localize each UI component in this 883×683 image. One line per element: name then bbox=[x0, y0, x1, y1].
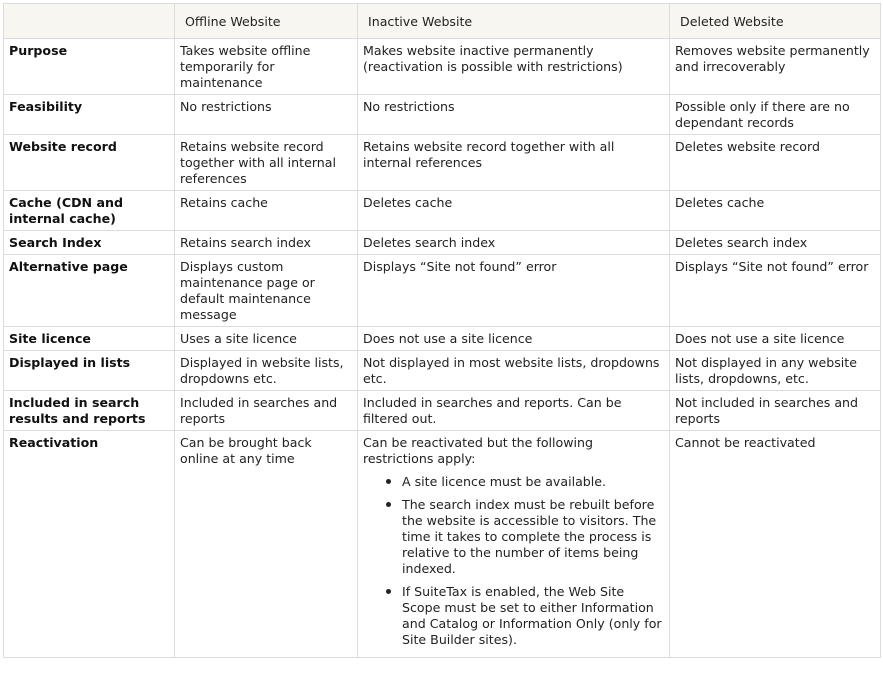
header-offline-website: Offline Website bbox=[175, 4, 358, 39]
table-row-site-licence bbox=[4, 327, 881, 351]
inactive-cell: Makes website inactive permanently (reactivation is possible with restrictions) bbox=[358, 39, 670, 95]
inactive-cell: Not displayed in most website lists, dropdowns etc. bbox=[358, 351, 670, 391]
table-row-reactivation bbox=[4, 431, 881, 658]
inactive-cell bbox=[358, 431, 670, 658]
deleted-cell: Does not use a site licence bbox=[670, 327, 881, 351]
table-row-search-index bbox=[4, 231, 881, 255]
row-label: Feasibility bbox=[4, 95, 175, 135]
header-deleted-website: Deleted Website bbox=[670, 4, 881, 39]
row-label: Included in search results and reports bbox=[4, 391, 175, 431]
row-label: Website record bbox=[4, 135, 175, 191]
row-label: Displayed in lists bbox=[4, 351, 175, 391]
table-row-included-in-search bbox=[4, 391, 881, 431]
list-item: • If SuiteTax is enabled, the Web Site Scope must be set to either Information and Catalog or Information Only (only for Site Builder sites). bbox=[402, 583, 664, 648]
offline-cell: Included in searches and reports bbox=[175, 391, 358, 431]
row-label: Purpose bbox=[4, 39, 175, 95]
row-label: Site licence bbox=[4, 327, 175, 351]
table-row-purpose bbox=[4, 39, 881, 95]
offline-cell: Uses a site licence bbox=[175, 327, 358, 351]
table-row-cache bbox=[4, 191, 881, 231]
website-status-comparison-table bbox=[3, 3, 881, 658]
inactive-cell: Does not use a site licence bbox=[358, 327, 670, 351]
offline-cell: Displayed in website lists, dropdowns etc. bbox=[175, 351, 358, 391]
row-label: Search Index bbox=[4, 231, 175, 255]
offline-cell: Can be brought back online at any time bbox=[175, 431, 358, 658]
table-row-feasibility bbox=[4, 95, 881, 135]
deleted-cell: Deletes search index bbox=[670, 231, 881, 255]
deleted-cell: Possible only if there are no dependant records bbox=[670, 95, 881, 135]
reactivation-restrictions-list bbox=[363, 473, 664, 648]
row-label: Reactivation bbox=[4, 431, 175, 658]
inactive-cell: Included in searches and reports. Can be filtered out. bbox=[358, 391, 670, 431]
header-corner bbox=[4, 4, 175, 39]
deleted-cell: Not included in searches and reports bbox=[670, 391, 881, 431]
inactive-cell: Deletes search index bbox=[358, 231, 670, 255]
list-item: • The search index must be rebuilt before the website is accessible to visitors. The time it takes to complete the process is relative to the number of items being indexed. bbox=[402, 496, 664, 577]
table-row-alternative-page bbox=[4, 255, 881, 327]
table-row-displayed-in-lists bbox=[4, 351, 881, 391]
list-item: • A site licence must be available. bbox=[402, 473, 664, 490]
offline-cell: Displays custom maintenance page or default maintenance message bbox=[175, 255, 358, 327]
deleted-cell: Removes website permanently and irrecoverably bbox=[670, 39, 881, 95]
offline-cell: Retains website record together with all internal references bbox=[175, 135, 358, 191]
inactive-cell: Deletes cache bbox=[358, 191, 670, 231]
header-row bbox=[4, 4, 881, 39]
offline-cell: Retains search index bbox=[175, 231, 358, 255]
offline-cell: Retains cache bbox=[175, 191, 358, 231]
deleted-cell: Not displayed in any website lists, dropdowns, etc. bbox=[670, 351, 881, 391]
deleted-cell: Cannot be reactivated bbox=[670, 431, 881, 658]
row-label: Alternative page bbox=[4, 255, 175, 327]
header-inactive-website: Inactive Website bbox=[358, 4, 670, 39]
inactive-cell: Retains website record together with all internal references bbox=[358, 135, 670, 191]
deleted-cell: Displays “Site not found” error bbox=[670, 255, 881, 327]
inactive-cell: Displays “Site not found” error bbox=[358, 255, 670, 327]
table-row-website-record bbox=[4, 135, 881, 191]
deleted-cell: Deletes website record bbox=[670, 135, 881, 191]
inactive-cell-intro: Can be reactivated but the following restrictions apply: bbox=[363, 435, 594, 466]
offline-cell: No restrictions bbox=[175, 95, 358, 135]
offline-cell: Takes website offline temporarily for maintenance bbox=[175, 39, 358, 95]
inactive-cell: No restrictions bbox=[358, 95, 670, 135]
row-label: Cache (CDN and internal cache) bbox=[4, 191, 175, 231]
deleted-cell: Deletes cache bbox=[670, 191, 881, 231]
